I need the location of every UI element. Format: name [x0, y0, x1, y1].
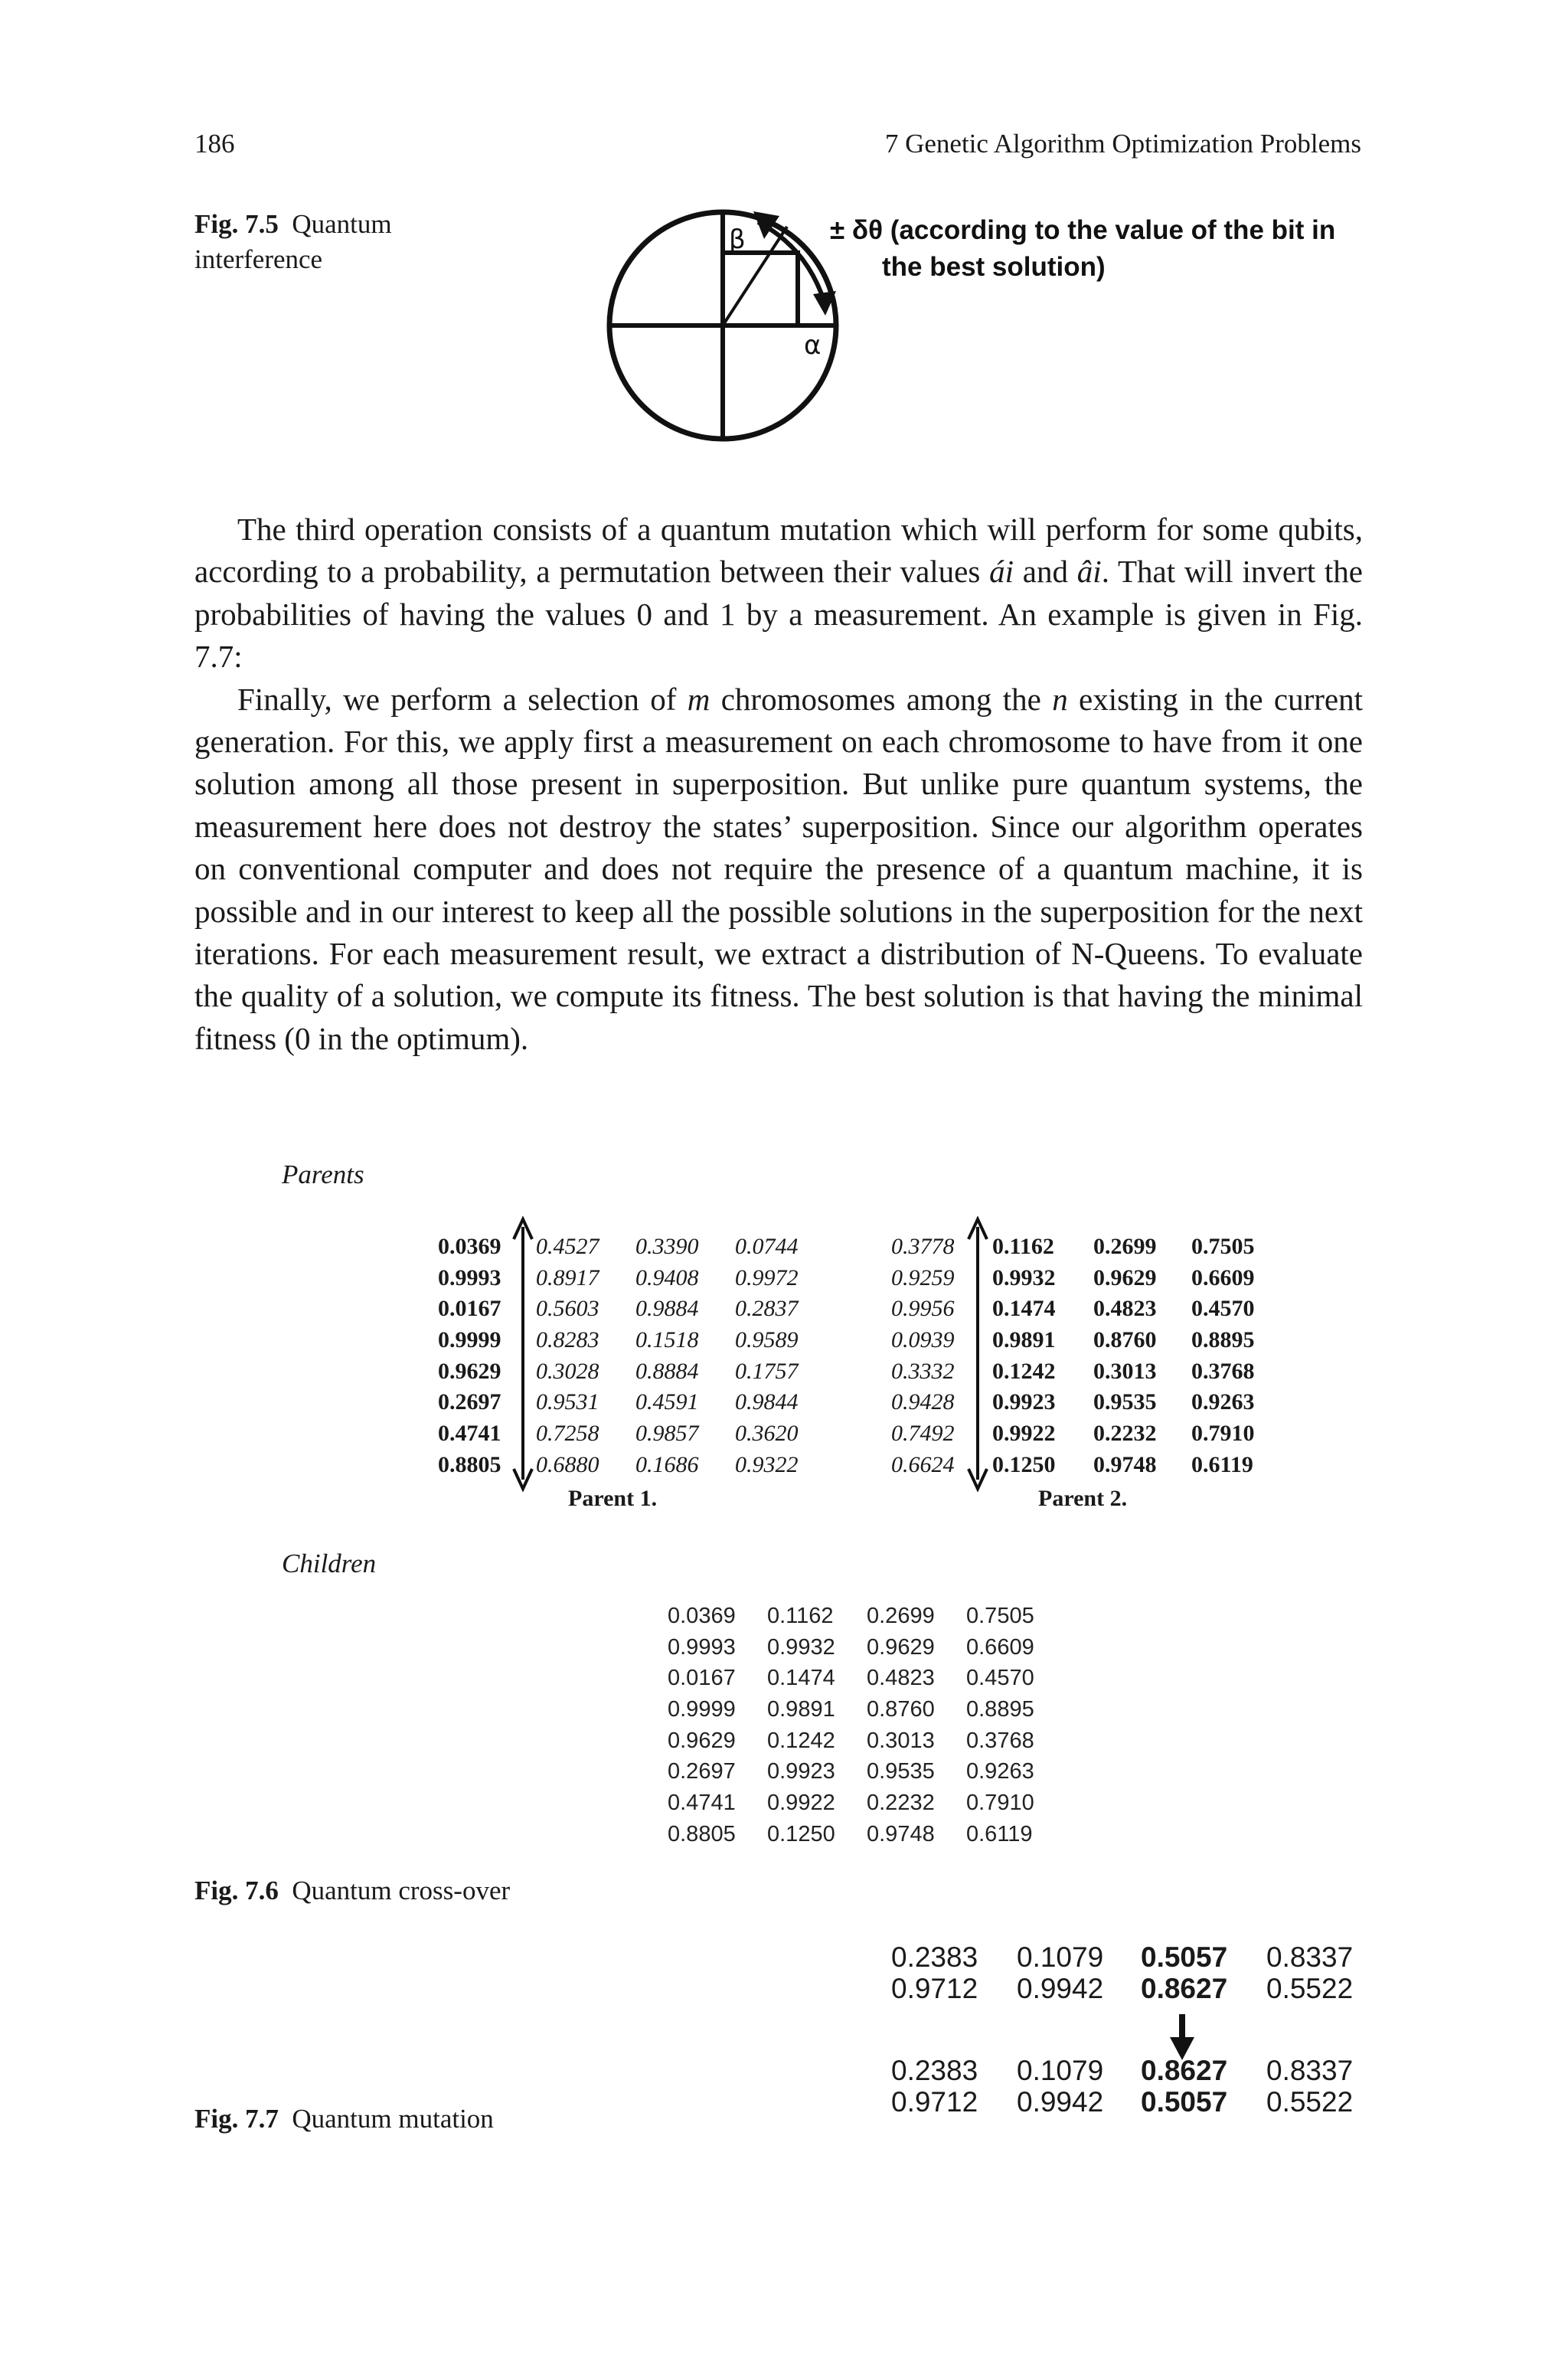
matrix-cell: 0.5057	[1141, 1941, 1228, 1973]
parent1-col-1	[438, 1231, 501, 1481]
matrix-cell: 0.2232	[1093, 1421, 1157, 1447]
matrix-cell: 0.1518	[635, 1327, 699, 1353]
matrix-cell: 0.7505	[966, 1604, 1034, 1628]
matrix-cell: 0.0369	[438, 1234, 501, 1259]
matrix-cell: 0.7910	[966, 1791, 1034, 1816]
matrix-cell: 0.9263	[1191, 1389, 1255, 1415]
matrix-cell: 0.1250	[992, 1451, 1056, 1477]
matrix-cell: 0.6119	[966, 1821, 1033, 1846]
matrix-cell: 0.8337	[1266, 1941, 1354, 1973]
paragraph-selection: Finally, we perform a selection of m chromosomes among the n existing in the current generation. For this, we apply first a measurement on each chromosome to have from it one solution among all those present in superposition. But unlike pure quantum systems, the measurement here does not destroy the states’ superposition. Since our algorithm operates on conventional computer and does not require the presence of a quantum machine, it is possible and in our interest to keep all the possible solutions in the superposition for the next iterations. For each measurement result, we extract a distribution of N-Queens. To evaluate the quality of a solution, we compute its fitness. The best solution is that having the minimal fitness (0 in the optimum).	[194, 681, 1363, 1056]
matrix-cell: 0.9999	[668, 1697, 736, 1722]
matrix-cell: 0.9922	[992, 1421, 1056, 1447]
children-col-4	[966, 1601, 1034, 1850]
matrix-cell: 0.3390	[635, 1234, 699, 1259]
matrix-cell: 0.9531	[536, 1389, 599, 1415]
fig75-number: Fig. 7.5	[194, 209, 279, 239]
matrix-cell: 0.0369	[668, 1604, 736, 1628]
matrix-cell: 0.1079	[1017, 2055, 1104, 2086]
matrix-cell: 0.9999	[438, 1327, 501, 1353]
matrix-cell: 0.8884	[635, 1358, 699, 1384]
matrix-cell: 0.9535	[1093, 1389, 1157, 1415]
alpha-label: α	[804, 330, 822, 361]
matrix-cell: 0.8627	[1141, 1972, 1228, 2004]
matrix-cell: 0.9844	[735, 1389, 799, 1415]
matrix-cell: 0.7258	[536, 1421, 599, 1447]
matrix-cell: 0.3013	[1093, 1358, 1157, 1384]
fig77-caption	[194, 2101, 494, 2137]
matrix-cell: 0.9712	[891, 1972, 978, 2004]
matrix-cell: 0.2699	[867, 1604, 935, 1628]
matrix-cell: 0.1474	[767, 1666, 835, 1691]
mutation-before-col-3	[1141, 1942, 1227, 2004]
matrix-cell: 0.1757	[735, 1358, 799, 1384]
matrix-cell: 0.9932	[992, 1264, 1056, 1290]
matrix-cell: 0.9629	[1093, 1264, 1157, 1290]
matrix-cell: 0.8760	[1093, 1327, 1157, 1353]
matrix-cell: 0.4591	[635, 1389, 699, 1415]
parents-label: Parents	[282, 1159, 364, 1189]
matrix-cell: 0.4570	[1191, 1296, 1255, 1322]
matrix-cell: 0.0744	[735, 1234, 799, 1259]
matrix-cell: 0.3332	[891, 1358, 955, 1384]
fig76-number: Fig. 7.6	[194, 1876, 279, 1905]
parent1-label: Parent 1.	[568, 1486, 658, 1511]
matrix-cell: 0.9857	[635, 1421, 699, 1447]
matrix-cell: 0.8283	[536, 1327, 599, 1353]
parent2-label: Parent 2.	[1038, 1486, 1128, 1511]
mutation-before-col-1	[891, 1942, 978, 2004]
matrix-cell: 0.9629	[438, 1358, 501, 1384]
matrix-cell: 0.6119	[1191, 1451, 1253, 1477]
matrix-cell: 0.2383	[891, 2055, 978, 2086]
children-col-3	[867, 1601, 935, 1850]
mutation-after-col-1	[891, 2056, 978, 2118]
parent1-col-4	[735, 1231, 799, 1481]
fig76-title: Quantum cross-over	[292, 1876, 511, 1905]
matrix-cell: 0.2697	[668, 1759, 736, 1784]
matrix-cell: 0.0939	[891, 1327, 955, 1353]
running-head: 7 Genetic Algorithm Optimization Problems	[884, 129, 1361, 159]
matrix-cell: 0.9891	[992, 1327, 1056, 1353]
matrix-cell: 0.8805	[668, 1821, 736, 1846]
children-label: Children	[282, 1549, 377, 1578]
parent2-col-3	[1093, 1231, 1157, 1481]
matrix-cell: 0.8627	[1141, 2055, 1228, 2086]
matrix-cell: 0.9923	[992, 1389, 1056, 1415]
matrix-cell: 0.9535	[867, 1759, 935, 1784]
matrix-cell: 0.9259	[891, 1264, 955, 1290]
matrix-cell: 0.6880	[536, 1451, 599, 1477]
matrix-cell: 0.1250	[767, 1821, 835, 1846]
parent2-crossover-arrow	[965, 1216, 991, 1492]
matrix-cell: 0.4741	[668, 1791, 736, 1816]
matrix-cell: 0.2699	[1093, 1234, 1157, 1259]
matrix-cell: 0.0167	[668, 1666, 736, 1691]
matrix-cell: 0.2232	[867, 1791, 935, 1816]
fig75-caption	[194, 207, 439, 277]
matrix-cell: 0.5522	[1266, 1972, 1354, 2004]
matrix-cell: 0.2383	[891, 1941, 978, 1973]
matrix-cell: 0.7505	[1191, 1234, 1255, 1259]
matrix-cell: 0.1162	[992, 1234, 1054, 1259]
mutation-after-col-3	[1141, 2056, 1227, 2118]
matrix-cell: 0.1474	[992, 1296, 1056, 1322]
children-col-1	[668, 1601, 736, 1850]
matrix-cell: 0.9629	[668, 1728, 736, 1753]
matrix-cell: 0.3768	[1191, 1358, 1255, 1384]
matrix-cell: 0.1162	[767, 1604, 834, 1628]
parent2-col-1	[891, 1231, 955, 1481]
matrix-cell: 0.3768	[966, 1728, 1034, 1753]
rotation-annotation-line2: the best solution)	[882, 252, 1106, 282]
quantum-interference-diagram	[597, 201, 1378, 461]
matrix-cell: 0.6624	[891, 1451, 955, 1477]
matrix-cell: 0.9932	[767, 1634, 835, 1660]
matrix-cell: 0.4570	[966, 1666, 1034, 1691]
matrix-cell: 0.9748	[1093, 1451, 1157, 1477]
matrix-cell: 0.9956	[891, 1296, 955, 1322]
matrix-cell: 0.8760	[867, 1697, 935, 1722]
matrix-cell: 0.5057	[1141, 2085, 1228, 2118]
body-text	[194, 509, 1363, 1060]
matrix-cell: 0.0167	[438, 1296, 501, 1322]
parent2-col-2	[992, 1231, 1056, 1481]
matrix-cell: 0.1242	[992, 1358, 1056, 1384]
matrix-cell: 0.9993	[668, 1634, 736, 1660]
matrix-cell: 0.9629	[867, 1634, 935, 1660]
fig77-title: Quantum mutation	[292, 2104, 494, 2134]
matrix-cell: 0.6609	[966, 1634, 1034, 1660]
matrix-cell: 0.7492	[891, 1421, 955, 1447]
matrix-cell: 0.3620	[735, 1421, 799, 1447]
matrix-cell: 0.4823	[1093, 1296, 1157, 1322]
mutation-before-col-2	[1017, 1942, 1103, 2004]
matrix-cell: 0.9922	[767, 1791, 835, 1816]
mutation-after-col-4	[1266, 2056, 1353, 2118]
matrix-cell: 0.9891	[767, 1697, 835, 1722]
matrix-cell: 0.9923	[767, 1759, 835, 1784]
matrix-cell: 0.9748	[867, 1821, 935, 1846]
fig77-number: Fig. 7.7	[194, 2104, 279, 2134]
matrix-cell: 0.4527	[536, 1234, 599, 1259]
matrix-cell: 0.9712	[891, 2085, 978, 2118]
matrix-cell: 0.2697	[438, 1389, 501, 1415]
matrix-cell: 0.8895	[1191, 1327, 1255, 1353]
matrix-cell: 0.3013	[867, 1728, 935, 1753]
matrix-cell: 0.3028	[536, 1358, 599, 1384]
matrix-cell: 0.9993	[438, 1264, 501, 1290]
matrix-cell: 0.7910	[1191, 1421, 1255, 1447]
rotation-annotation-line1: ± δθ (according to the value of the bit in	[830, 215, 1336, 245]
parent1-col-3	[635, 1231, 699, 1481]
mutation-before-col-4	[1266, 1942, 1353, 2004]
paragraph-mutation: The third operation consists of a quantum mutation which will perform for some qubits, according to a probability, a permutation between their values ái and âi. That will invert the probabilities of having the values 0 and 1 by a measurement. An example is given in Fig. 7.7:	[194, 512, 1364, 675]
matrix-cell: 0.2837	[735, 1296, 799, 1322]
matrix-cell: 0.9428	[891, 1389, 955, 1415]
matrix-cell: 0.9408	[635, 1264, 699, 1290]
matrix-cell: 0.9884	[635, 1296, 699, 1322]
parent1-col-2	[536, 1231, 599, 1481]
matrix-cell: 0.5603	[536, 1296, 599, 1322]
matrix-cell: 0.9942	[1017, 1972, 1104, 2004]
matrix-cell: 0.1079	[1017, 1941, 1104, 1973]
matrix-cell: 0.9942	[1017, 2085, 1104, 2118]
page-number: 186	[194, 129, 235, 159]
beta-label: β	[729, 224, 746, 255]
matrix-cell: 0.4823	[867, 1666, 935, 1691]
matrix-cell: 0.3778	[891, 1234, 955, 1259]
matrix-cell: 0.1686	[635, 1451, 699, 1477]
matrix-cell: 0.9972	[735, 1264, 799, 1290]
matrix-cell: 0.9589	[735, 1327, 799, 1353]
matrix-cell: 0.8805	[438, 1451, 501, 1477]
fig76-caption	[194, 1873, 510, 1908]
matrix-cell: 0.8917	[536, 1264, 599, 1290]
parent1-crossover-arrow	[510, 1216, 536, 1492]
matrix-cell: 0.5522	[1266, 2085, 1354, 2118]
amplitude-box	[723, 253, 798, 325]
parent2-col-4	[1191, 1231, 1255, 1481]
matrix-cell: 0.9322	[735, 1451, 799, 1477]
mutation-after-col-2	[1017, 2056, 1103, 2118]
matrix-cell: 0.8337	[1266, 2055, 1354, 2086]
fig75-title: Quantum interference	[194, 209, 392, 274]
children-col-2	[767, 1601, 835, 1850]
matrix-cell: 0.8895	[966, 1697, 1034, 1722]
matrix-cell: 0.6609	[1191, 1264, 1255, 1290]
matrix-cell: 0.1242	[767, 1728, 835, 1753]
matrix-cell: 0.9263	[966, 1759, 1034, 1784]
matrix-cell: 0.4741	[438, 1421, 501, 1447]
